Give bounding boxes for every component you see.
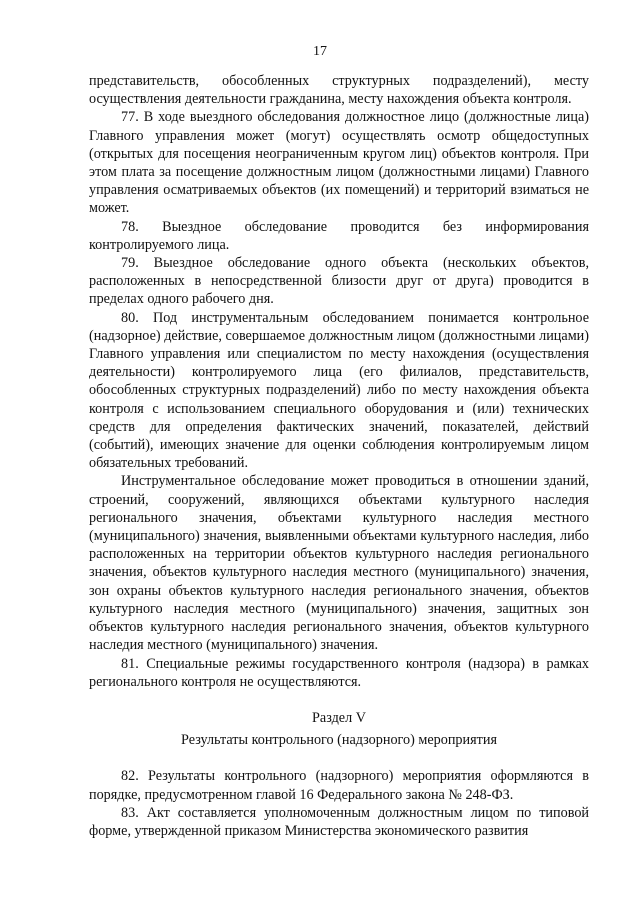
section-subtitle: Результаты контрольного (надзорного) мероприятия <box>181 732 497 749</box>
paragraph-83: 83. Акт составляется уполномоченным должностным лицом по типовой форме, утвержденной приказом Министерства экономического развития <box>89 804 589 839</box>
paragraph-79: 79. Выездное обследование одного объекта (нескольких объектов, расположенных в непосредственной близости друг от друга) проводится в пределах одного рабочего дня. <box>89 255 589 308</box>
section-heading: Раздел V <box>312 709 366 726</box>
paragraph-82: 82. Результаты контрольного (надзорного) мероприятия оформляются в порядке, предусмотренном главой 16 Федерального закона № 248-ФЗ. <box>89 768 589 803</box>
paragraph-78: 78. Выездное обследование проводится без информирования контролируемого лица. <box>89 218 589 253</box>
document-body <box>89 72 589 840</box>
paragraph-instrumental-survey: Инструментальное обследование может проводиться в отношении зданий, строений, сооружений, являющихся объектами культурного наследия регионального значения, объектами культурного наследия местного (муниципального) значения, выявленными объектами культурного наследия, либо расположенных на территории объектов культурного наследия регионального значения, объектов культурного наследия местного (муниципального) значения, зон охраны объектов культурного наследия регионального значения, объектов культурного наследия местного (муниципального) значения, защитных зон объектов культурного наследия регионального значения, объектов культурного наследия местного (муниципального) значения. <box>89 473 589 654</box>
paragraph-81: 81. Специальные режимы государственного контроля (надзора) в рамках регионального контроля не осуществляются. <box>89 655 589 690</box>
paragraph-77: 77. В ходе выездного обследования должностное лицо (должностные лица) Главного управления может (могут) осуществлять осмотр общедоступных (открытых для посещения неограниченным кругом лиц) объектов контроля. При этом плата за посещение должностным лицом (должностными лицами) Главного управления осматриваемых объектов (их помещений) и территорий взиматься не может. <box>89 109 589 217</box>
page-number: 17 <box>313 44 327 59</box>
section-spacer <box>89 749 589 767</box>
paragraph-continuation: представительств, обособленных структурных подразделений), месту осуществления деятельности гражданина, месту нахождения объекта контроля. <box>89 73 589 108</box>
paragraph-80: 80. Под инструментальным обследованием понимается контрольное (надзорное) действие, совершаемое должностным лицом (должностными лицами) Главного управления или специалистом по месту нахождения (осуществления деятельности) контролируемого лица (его филиалов, представительств, обособленных структурных подразделений) либо по месту нахождения объекта контроля с использованием специального оборудования и (или) технических средств для определения фактических значений, показателей, действий (событий), имеющих значение для оценки соблюдения контролируемым лицом обязательных требований. <box>89 309 589 472</box>
